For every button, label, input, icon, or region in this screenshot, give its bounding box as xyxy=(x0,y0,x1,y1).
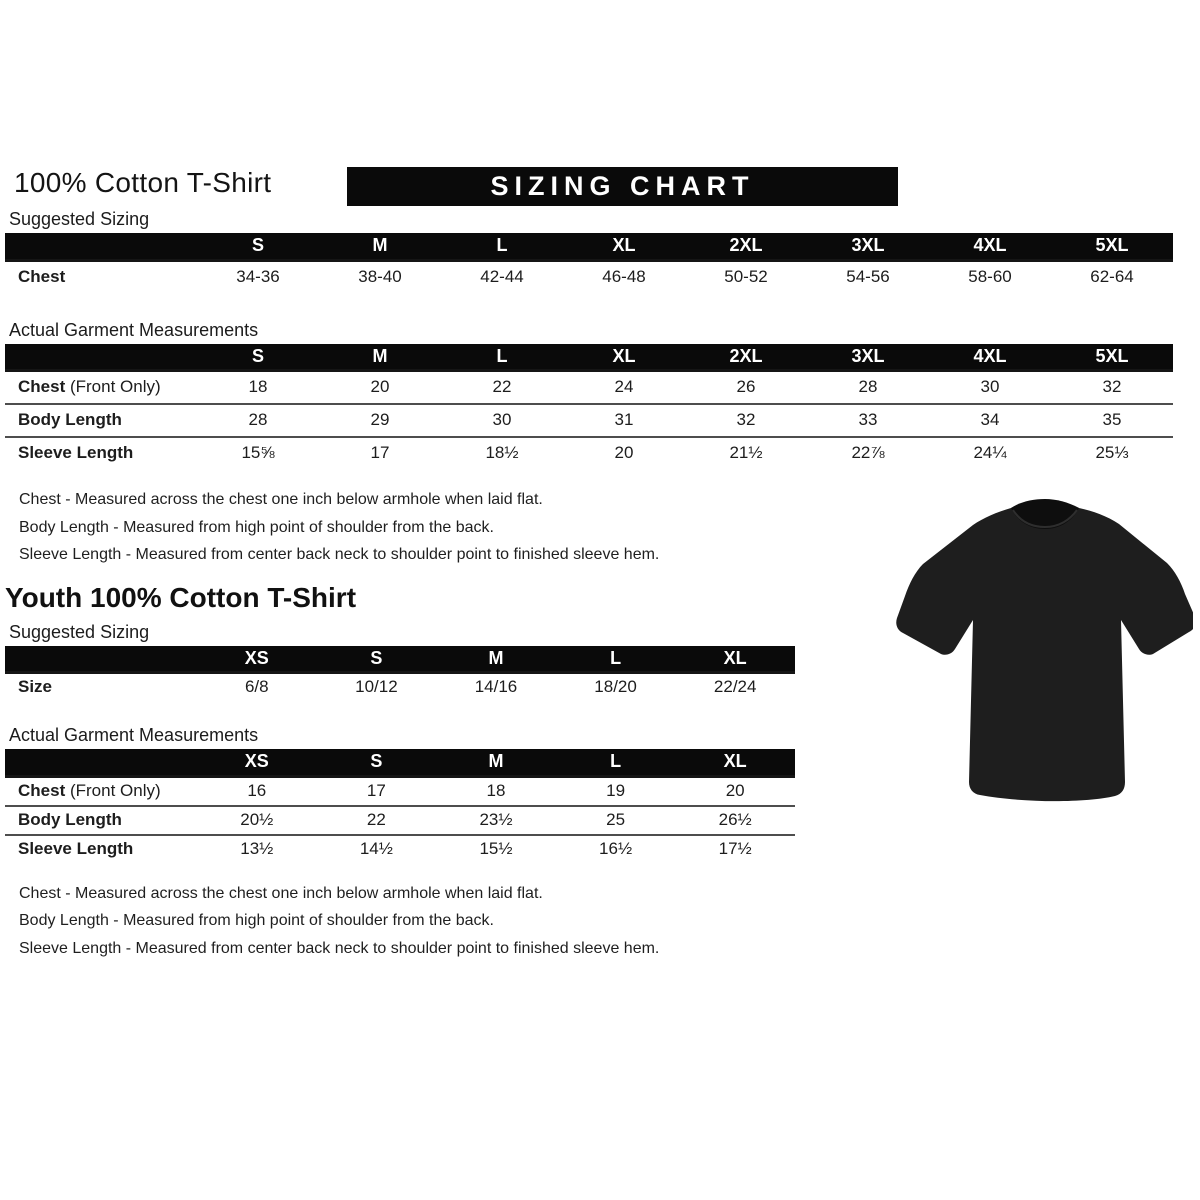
col-header-l: L xyxy=(441,233,563,260)
col-header-l: L xyxy=(441,344,563,371)
cell-value: 18 xyxy=(436,776,556,806)
cell-value: 24 xyxy=(563,371,685,405)
note-chest: Chest - Measured across the chest one inch below armhole when laid flat. xyxy=(19,491,543,508)
cell-value: 54-56 xyxy=(807,260,929,293)
cell-value: 17½ xyxy=(675,835,795,863)
col-header-s: S xyxy=(317,646,437,673)
cell-value: 17 xyxy=(319,437,441,469)
col-header-m: M xyxy=(319,233,441,260)
col-header-m: M xyxy=(436,646,556,673)
adult-suggested-header-row xyxy=(5,233,1173,260)
cell-value: 21½ xyxy=(685,437,807,469)
table-row-body-length xyxy=(5,806,795,835)
row-label-size: Size xyxy=(5,673,197,702)
cell-value: 14½ xyxy=(317,835,437,863)
youth-suggested-heading: Suggested Sizing xyxy=(9,621,150,642)
cell-value: 33 xyxy=(807,404,929,437)
cell-value: 46-48 xyxy=(563,260,685,293)
col-header-l: L xyxy=(556,646,676,673)
cell-value: 35 xyxy=(1051,404,1173,437)
col-header-4xl: 4XL xyxy=(929,344,1051,371)
col-header-3xl: 3XL xyxy=(807,233,929,260)
cell-value: 20 xyxy=(319,371,441,405)
cell-value: 50-52 xyxy=(685,260,807,293)
youth-measurement-notes xyxy=(19,880,1173,963)
cell-value: 19 xyxy=(556,776,676,806)
col-header-3xl: 3XL xyxy=(807,344,929,371)
adult-actual-heading: Actual Garment Measurements xyxy=(9,319,259,340)
cell-value: 20½ xyxy=(197,806,317,835)
row-label-body-length: Body Length xyxy=(5,404,197,437)
note-body-length: Body Length - Measured from high point of shoulder from the back. xyxy=(19,912,494,929)
cell-value: 20 xyxy=(675,776,795,806)
cell-value: 22 xyxy=(317,806,437,835)
table-row-size xyxy=(5,673,795,702)
cell-value: 14/16 xyxy=(436,673,556,702)
col-header-m: M xyxy=(319,344,441,371)
cell-value: 25⅓ xyxy=(1051,437,1173,469)
cell-value: 42-44 xyxy=(441,260,563,293)
cell-value: 10/12 xyxy=(317,673,437,702)
row-label-chest-front-only: Chest (Front Only) xyxy=(5,776,197,806)
col-header-xs: XS xyxy=(197,749,317,776)
note-sleeve-length: Sleeve Length - Measured from center back neck to shoulder point to finished sleeve hem. xyxy=(19,939,660,957)
table-row-sleeve-length xyxy=(5,437,1173,469)
adult-actual-table xyxy=(5,344,1173,470)
cell-value: 34 xyxy=(929,404,1051,437)
cell-value: 16½ xyxy=(556,835,676,863)
cell-value: 13½ xyxy=(197,835,317,863)
cell-value: 29 xyxy=(319,404,441,437)
col-header-2xl: 2XL xyxy=(685,233,807,260)
cell-value: 26½ xyxy=(675,806,795,835)
table-row-chest xyxy=(5,371,1173,405)
adult-suggested-heading: Suggested Sizing xyxy=(9,209,150,229)
tshirt-graphic xyxy=(893,492,1193,814)
col-header-5xl: 5XL xyxy=(1051,233,1173,260)
cell-value: 18½ xyxy=(441,437,563,469)
cell-value: 17 xyxy=(317,776,437,806)
col-header-5xl: 5XL xyxy=(1051,344,1173,371)
cell-value: 30 xyxy=(929,371,1051,405)
col-header-2xl: 2XL xyxy=(685,344,807,371)
cell-value: 58-60 xyxy=(929,260,1051,293)
sizing-chart-banner: SIZING CHART xyxy=(347,167,898,206)
cell-value: 15⅝ xyxy=(197,437,319,469)
col-header-l: L xyxy=(556,749,676,776)
row-label-sleeve-length: Sleeve Length xyxy=(5,437,197,469)
cell-value: 28 xyxy=(197,404,319,437)
adult-actual-header-row xyxy=(5,344,1173,371)
col-header-m: M xyxy=(436,749,556,776)
cell-value: 16 xyxy=(197,776,317,806)
page-title: 100% Cotton T-Shirt xyxy=(14,167,272,198)
header-spacer xyxy=(5,344,197,371)
cell-value: 31 xyxy=(563,404,685,437)
cell-value: 62-64 xyxy=(1051,260,1173,293)
header-spacer xyxy=(5,646,197,673)
row-label-body-length: Body Length xyxy=(5,806,197,835)
row-label-sleeve-length: Sleeve Length xyxy=(5,835,197,863)
cell-value: 15½ xyxy=(436,835,556,863)
cell-value: 38-40 xyxy=(319,260,441,293)
header-spacer xyxy=(5,233,197,260)
cell-value: 32 xyxy=(1051,371,1173,405)
cell-value: 25 xyxy=(556,806,676,835)
col-header-4xl: 4XL xyxy=(929,233,1051,260)
col-header-s: S xyxy=(197,344,319,371)
cell-value: 23½ xyxy=(436,806,556,835)
cell-value: 18/20 xyxy=(556,673,676,702)
col-header-xl: XL xyxy=(675,646,795,673)
col-header-xl: XL xyxy=(563,344,685,371)
row-label-chest-front-only: Chest (Front Only) xyxy=(5,371,197,405)
youth-actual-table xyxy=(5,749,795,863)
black-tshirt-image xyxy=(893,492,1193,814)
table-row-sleeve-length xyxy=(5,835,795,863)
cell-value: 22 xyxy=(441,371,563,405)
cell-value: 30 xyxy=(441,404,563,437)
note-sleeve-length: Sleeve Length - Measured from center back neck to shoulder point to finished sleeve hem. xyxy=(19,546,660,563)
youth-actual-heading: Actual Garment Measurements xyxy=(9,725,259,745)
youth-actual-header-row xyxy=(5,749,795,776)
col-header-xl: XL xyxy=(675,749,795,776)
youth-suggested-header-row xyxy=(5,646,795,673)
adult-suggested-table xyxy=(5,233,1173,293)
note-chest: Chest - Measured across the chest one inch below armhole when laid flat. xyxy=(19,884,543,902)
cell-value: 22⅞ xyxy=(807,437,929,469)
cell-value: 24¼ xyxy=(929,437,1051,469)
note-body-length: Body Length - Measured from high point of shoulder from the back. xyxy=(19,518,494,536)
cell-value: 6/8 xyxy=(197,673,317,702)
cell-value: 22/24 xyxy=(675,673,795,702)
youth-suggested-table xyxy=(5,646,795,702)
col-header-xl: XL xyxy=(563,233,685,260)
cell-value: 18 xyxy=(197,371,319,405)
cell-value: 20 xyxy=(563,437,685,469)
cell-value: 28 xyxy=(807,371,929,405)
youth-title: Youth 100% Cotton T-Shirt xyxy=(5,581,357,613)
cell-value: 26 xyxy=(685,371,807,405)
cell-value: 32 xyxy=(685,404,807,437)
table-row-body-length xyxy=(5,404,1173,437)
header-spacer xyxy=(5,749,197,776)
table-row-chest xyxy=(5,260,1173,293)
col-header-xs: XS xyxy=(197,646,317,673)
row-label-chest: Chest xyxy=(5,260,197,293)
col-header-s: S xyxy=(317,749,437,776)
col-header-s: S xyxy=(197,233,319,260)
table-row-chest xyxy=(5,776,795,806)
cell-value: 34-36 xyxy=(197,260,319,293)
tshirt-body xyxy=(896,500,1193,801)
